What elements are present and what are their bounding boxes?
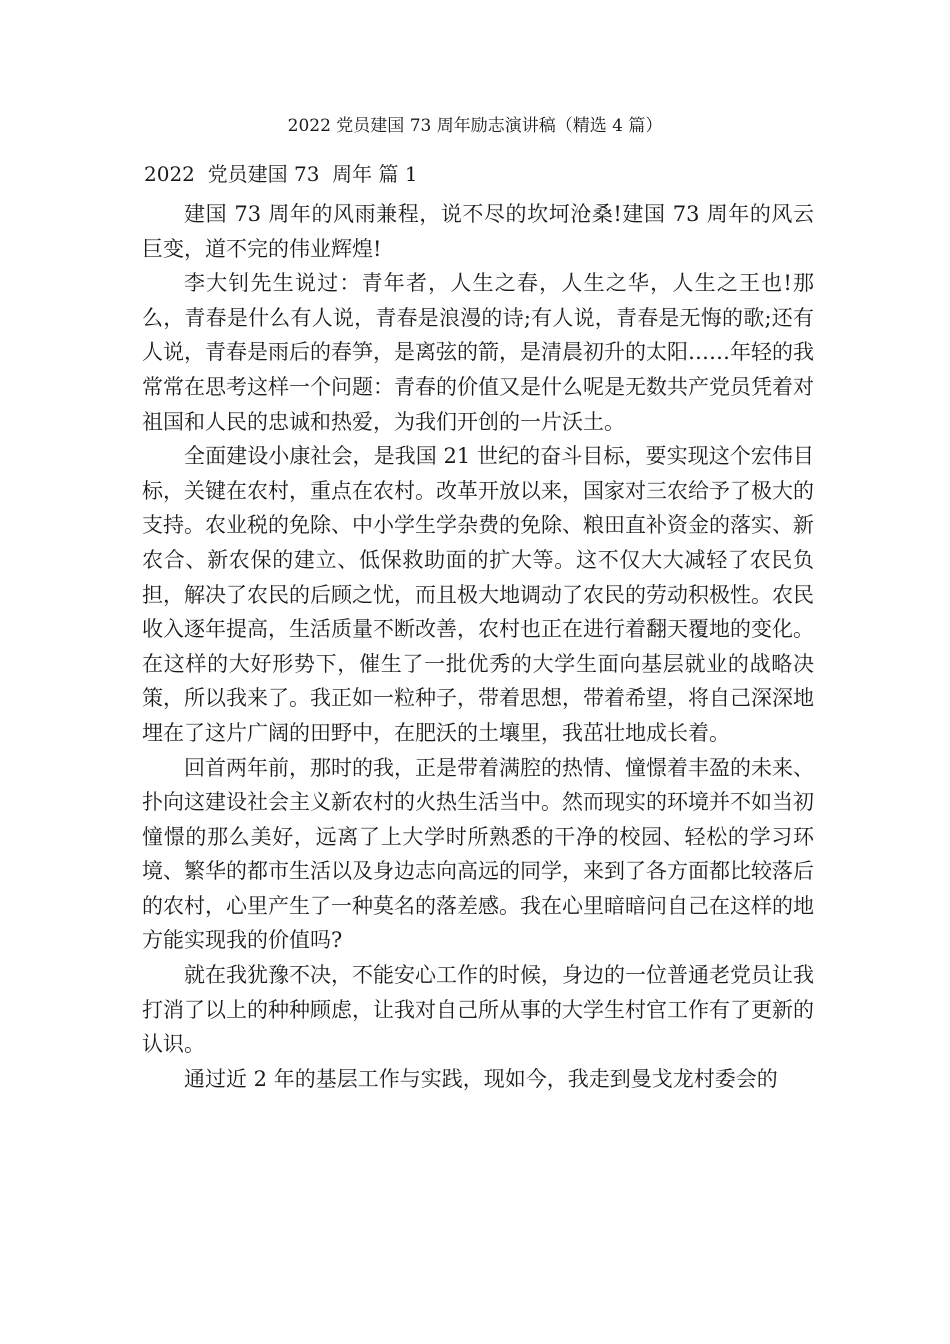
paragraph: 就在我犹豫不决，不能安心工作的时候，身边的一位普通老党员让我打消了以上的种种顾虑，让我对自己所从事的大学生村官工作有了更新的认识。: [142, 963, 814, 1057]
paragraph: 建国 73 周年的风雨兼程，说不尽的坎坷沧桑!建国 73 周年的风云巨变，道不完的伟业辉煌!: [142, 202, 814, 261]
document-body: [142, 197, 814, 1096]
document-title: 2022 党员建国 73 周年励志演讲稿（精选 4 篇）: [287, 116, 663, 136]
paragraph: 李大钊先生说过：青年者，人生之春，人生之华，人生之王也!那么，青春是什么有人说，青春是浪漫的诗;有人说，青春是无悔的歌;还有人说，青春是雨后的春笋，是离弦的箭，是清晨初升的太阳……年轻的我常常在思考这样一个问题：青春的价值又是什么呢是无数共产党员凭着对祖国和人民的忠诚和热爱，为我们开创的一片沃土。: [142, 271, 814, 434]
paragraph: 回首两年前，那时的我，正是带着满腔的热情、憧憬着丰盈的未来、扑向这建设社会主义新农村的火热生活当中。然而现实的环境并不如当初憧憬的那么美好，远离了上大学时所熟悉的干净的校园、轻松的学习环境、繁华的都市生活以及身边志向高远的同学，来到了各方面都比较落后的农村，心里产生了一种莫名的落差感。我在心里暗暗问自己在这样的地方能实现我的价值吗?: [142, 755, 814, 953]
section-heading: 2022 党员建国 73 周年 篇 1: [144, 162, 418, 186]
paragraph: 通过近 2 年的基层工作与实践，现如今，我走到曼戈龙村委会的: [184, 1066, 778, 1091]
paragraph: 全面建设小康社会，是我国 21 世纪的奋斗目标，要实现这个宏伟目标，关键在农村，重点在农村。改革开放以来，国家对三农给予了极大的支持。农业税的免除、中小学生学杂费的免除、粮田直补资金的落实、新农合、新农保的建立、低保救助面的扩大等。这不仅大大减轻了农民负担，解决了农民的后顾之忧，而且极大地调动了农民的劳动积极性。农民收入逐年提高，生活质量不断改善，农村也正在进行着翻天覆地的变化。在这样的大好形势下，催生了一批优秀的大学生面向基层就业的战略决策，所以我来了。我正如一粒种子，带着思想，带着希望，将自己深深地埋在了这片广阔的田野中，在肥沃的土壤里，我茁壮地成长着。: [142, 444, 814, 745]
